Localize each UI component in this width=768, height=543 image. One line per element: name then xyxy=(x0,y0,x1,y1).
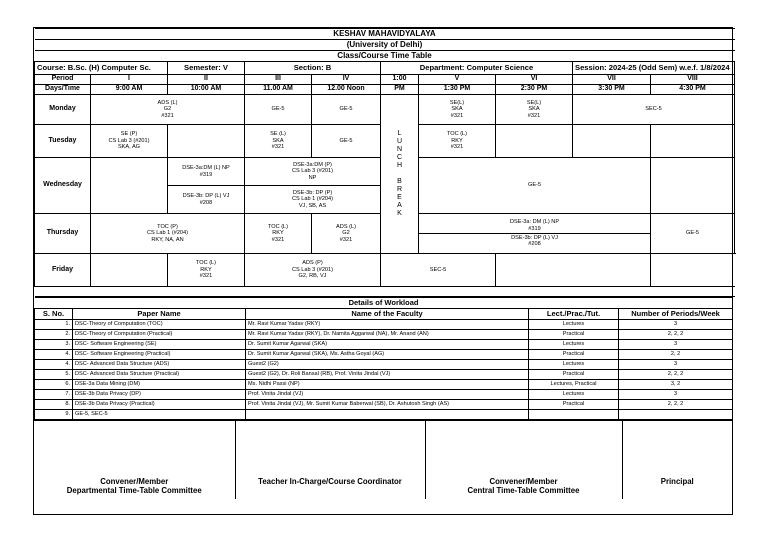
signature-dept-committee: Convener/Member Departmental Time-Table Committee xyxy=(34,421,235,499)
table-row: 7. DSE-3b Data Privacy (DP) Prof. Vinita Jindal (VJ) Lectures 3 xyxy=(35,390,733,400)
class-cell: TOC (L) RKY #321 xyxy=(245,214,312,254)
class-cell: DSE-3a:DM (L) NP #319 xyxy=(168,158,245,186)
table-row: 2. DSC-Theory of Computation (Practical) Mr. Ravi Kumar Yadav (RKY), Dr. Namita Aggarwal (NA), Mr. Anand (AN) Practical 2, 2, 2 xyxy=(35,330,733,340)
period-label: Period xyxy=(35,75,91,85)
period-row xyxy=(35,75,735,85)
empty-cell xyxy=(651,125,735,158)
day-label: Monday xyxy=(35,95,91,125)
period-header: III xyxy=(245,75,312,85)
col-header: Paper Name xyxy=(73,309,246,320)
col-header: Number of Periods/Week xyxy=(619,309,733,320)
period-header: VIII xyxy=(651,75,735,85)
time-header: 12.00 Noon xyxy=(312,85,381,95)
class-cell: GE-5 xyxy=(651,214,735,254)
empty-cell xyxy=(496,125,573,158)
time-header: 9:00 AM xyxy=(91,85,168,95)
time-header: 11.00 AM xyxy=(245,85,312,95)
session-info: Session: 2024-25 (Odd Sem) w.e.f. 1/8/2024 xyxy=(573,62,735,75)
class-cell: SE (P) CS Lab 3 (#201) SKA, AG xyxy=(91,125,168,158)
table-row: 6. DSE-3a Data Mining (DM) Ms. Nidhi Passi (NP) Lectures, Practical 3, 2 xyxy=(35,380,733,390)
signature-central-committee: Convener/Member Central Time-Table Committee xyxy=(425,421,622,499)
department-info: Department: Computer Science xyxy=(381,62,573,75)
day-label: Wednesday xyxy=(35,158,91,214)
table-row: 1. DSC-Theory of Computation (TOC) Mr. Ravi Kumar Yadav (RKY) Lectures 3 xyxy=(35,320,733,330)
col-header: Name of the Faculty xyxy=(246,309,529,320)
time-header: 10:00 AM xyxy=(168,85,245,95)
period-header: V xyxy=(419,75,496,85)
class-cell: DSE-3a: DM (L) NP #319 DSE-3b: DP (L) VJ #208 xyxy=(419,214,651,254)
signature-teacher-incharge: Teacher In-Charge/Course Coordinator xyxy=(235,421,425,499)
table-row: 3. DSC- Software Engineering (SE) Dr. Sumit Kumar Agarwal (SKA) Lectures 3 xyxy=(35,340,733,350)
class-cell: GE-5 xyxy=(312,125,381,158)
table-row: 5. DSC- Advanced Data Structure (Practical) Guest2 (G2), Dr. Roli Bansal (RB), Prof. Vinita Jindal (VJ) Practical 2, 2, 2 xyxy=(35,370,733,380)
class-cell: ADS (P) CS Lab 3 (#201) G2, RB, VJ xyxy=(245,254,381,287)
section-info: Section: B xyxy=(245,62,381,75)
workload-header-row xyxy=(35,309,733,320)
table-row: 4. DSC- Advanced Data Structure (ADS) Guest2 (G2) Lectures 3 xyxy=(35,360,733,370)
timetable xyxy=(34,28,735,297)
class-cell: DSE-3a:DM (P) CS Lab 3 (#201) NP xyxy=(245,158,381,186)
time-header: 1:30 PM xyxy=(419,85,496,95)
day-row-monday xyxy=(35,95,735,125)
class-cell: GE-5 xyxy=(312,95,381,125)
period-header: VII xyxy=(573,75,651,85)
class-cell: TOC (L) RKY #321 xyxy=(419,125,496,158)
period-header: I xyxy=(91,75,168,85)
col-header: S. No. xyxy=(35,309,73,320)
period-header: II xyxy=(168,75,245,85)
spacer xyxy=(35,287,735,297)
class-cell: SEC-5 xyxy=(381,254,496,287)
class-cell: SEC-5 xyxy=(573,95,735,125)
workload-title: Details of Workload xyxy=(35,298,733,309)
time-header: 3:30 PM xyxy=(573,85,651,95)
empty-cell xyxy=(168,125,245,158)
class-cell: DSE-3b: DP (L) VJ #208 xyxy=(168,186,245,214)
class-cell: TOC (L) RKY #321 xyxy=(168,254,245,287)
time-row xyxy=(35,85,735,95)
timetable-document xyxy=(33,27,733,515)
day-row-friday xyxy=(35,254,735,287)
day-label: Thursday xyxy=(35,214,91,254)
empty-cell xyxy=(573,125,651,158)
empty-cell xyxy=(651,158,735,214)
time-header: PM xyxy=(381,85,419,95)
college-name: KESHAV MAHAVIDYALAYA xyxy=(35,29,735,40)
page-title: Class/Course Time Table xyxy=(35,51,735,62)
empty-cell xyxy=(496,254,651,287)
table-row: 4. DSC- Software Engineering (Practical) Dr. Sumit Kumar Agarwal (SKA), Ms. Astha Goyal (AG) Practical 2, 2 xyxy=(35,350,733,360)
workload-table xyxy=(34,297,733,420)
semester-info: Semester: V xyxy=(168,62,245,75)
class-cell: SE(L) SKA #321 xyxy=(496,95,573,125)
col-header: Lect./Prac./Tut. xyxy=(529,309,619,320)
time-label: Days/Time xyxy=(35,85,91,95)
empty-cell xyxy=(91,254,168,287)
class-cell: SE (L) SKA #321 xyxy=(245,125,312,158)
time-header: 4:30 PM xyxy=(651,85,735,95)
period-header: 1:00 xyxy=(381,75,419,85)
class-cell: DSE-3b: DP (P) CS Lab 1 (#204) VJ, SB, AS xyxy=(245,186,381,214)
class-cell: GE-5 xyxy=(245,95,312,125)
day-label: Tuesday xyxy=(35,125,91,158)
lunch-break: L U N C H B R E A K xyxy=(381,95,419,254)
signature-principal: Principal xyxy=(622,421,732,499)
period-header: VI xyxy=(496,75,573,85)
signature-table xyxy=(34,420,732,499)
class-cell: ADS (L) G2 #321 xyxy=(91,95,245,125)
time-header: 2:30 PM xyxy=(496,85,573,95)
table-row: 9. GE-5, SEC-5 xyxy=(35,410,733,420)
table-row: 8. DSE-3b Data Privacy (Practical) Prof. Vinita Jindal (VJ), Mr. Sumit Kumar Baberwal (SB), Dr. Ashutosh Singh (AS) Practical 2, 2, 2 xyxy=(35,400,733,410)
class-cell: SE(L) SKA #321 xyxy=(419,95,496,125)
class-cell: GE-5 xyxy=(419,158,651,214)
empty-cell xyxy=(91,158,168,214)
class-cell: TOC (P) CS Lab 1 (#204) RKY, NA, AN xyxy=(91,214,245,254)
period-header: IV xyxy=(312,75,381,85)
university-name: (University of Delhi) xyxy=(35,40,735,51)
course-info: Course: B.Sc. (H) Computer Sc. xyxy=(35,62,168,75)
day-label: Friday xyxy=(35,254,91,287)
class-cell: ADS (L) G2 #321 xyxy=(312,214,381,254)
